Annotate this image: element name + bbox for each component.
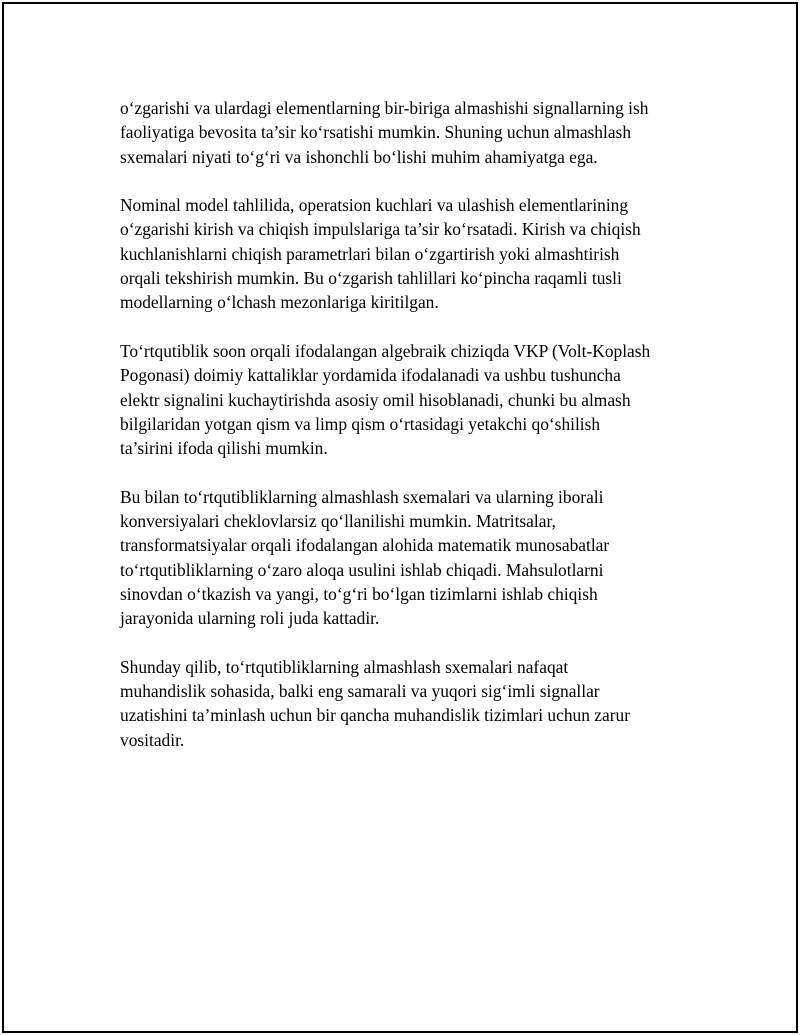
text-line: Pogonasi) doimiy kattaliklar yordamida ifodalanadi va ushbu tushuncha xyxy=(120,365,621,386)
text-line: faoliyatiga bevosita ta’sir ko‘rsatishi mumkin. Shuning uchun almashlash xyxy=(120,122,632,143)
text-line: elektr signalini kuchaytirishda asosiy omil hisoblanadi, chunki bu almash xyxy=(120,389,631,410)
paragraph-4 xyxy=(120,485,700,631)
text-line: vositadir. xyxy=(120,729,185,750)
text-line: Bu bilan to‘rtqutibliklarning almashlash sxemalari va ularning iborali xyxy=(120,486,604,507)
paragraph-3 xyxy=(120,339,700,460)
paragraph-1 xyxy=(120,96,700,169)
text-line: kuchlanishlarni chiqish parametrlari bilan o‘zgartirish yoki almashtirish xyxy=(120,243,620,264)
text-line: sinovdan o‘tkazish va yangi, to‘g‘ri bo‘lgan tizimlarni ishlab chiqish xyxy=(120,583,598,604)
text-line: orqali tekshirish mumkin. Bu o‘zgarish tahlillari ko‘pincha raqamli tusli xyxy=(120,268,622,289)
text-line: o‘zgarishi va ulardagi elementlarning bir-biriga almashishi signallarning ish xyxy=(120,98,649,118)
text-line: konversiyalari cheklovlarsiz qo‘llanilishi mumkin. Matritsalar, xyxy=(120,511,556,532)
text-line: transformatsiyalar orqali ifodalangan alohida matematik munosabatlar xyxy=(120,535,610,556)
text-line: Nominal model tahlilida, operatsion kuchlari va ulashish elementlarining xyxy=(120,195,629,216)
text-line: bilgilaridan yotgan qism va limp qism o‘rtasidagi yetakchi qo‘shilish xyxy=(120,413,601,434)
text-line: Shunday qilib, to‘rtqutibliklarning almashlash sxemalari nafaqat xyxy=(120,656,569,677)
text-line: o‘zgarishi kirish va chiqish impulslariga ta’sir ko‘rsatadi. Kirish va chiqish xyxy=(120,219,641,240)
text-line: To‘rtqutiblik soon orqali ifodalangan algebraik chiziqda VKP (Volt-Koplash xyxy=(120,340,651,361)
document-page xyxy=(2,2,798,1033)
document-body xyxy=(120,96,700,776)
text-line: uzatishini ta’minlash uchun bir qancha muhandislik tizimlari uchun zarur xyxy=(120,705,630,726)
text-line: muhandislik sohasida, balki eng samarali va yuqori sig‘imli signallar xyxy=(120,681,600,702)
text-line: sxemalari niyati to‘g‘ri va ishonchli bo‘lishi muhim ahamiyatga ega. xyxy=(120,146,598,167)
paragraph-2 xyxy=(120,193,700,314)
paragraph-5 xyxy=(120,655,700,752)
text-line: ta’sirini ifoda qilishi mumkin. xyxy=(120,438,328,459)
text-line: jarayonida ularning roli juda kattadir. xyxy=(120,608,380,629)
text-line: modellarning o‘lchash mezonlariga kiritilgan. xyxy=(120,292,439,313)
text-line: to‘rtqutibliklarning o‘zaro aloqa usulini ishlab chiqadi. Mahsulotlarni xyxy=(120,559,604,580)
